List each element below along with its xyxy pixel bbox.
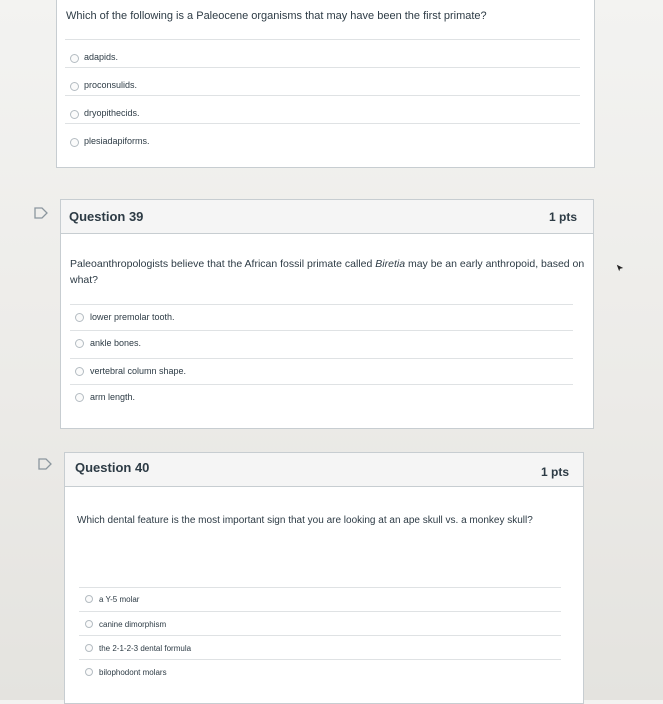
answer-label: the 2-1-2-3 dental formula: [99, 644, 192, 653]
mouse-cursor-icon: [616, 264, 624, 272]
species-name: Biretia: [375, 258, 406, 270]
answer-row[interactable]: [65, 67, 580, 95]
flag-icon[interactable]: [38, 458, 52, 470]
question-39-text: Paleoanthropologists believe that the African fossil primate called Biretia may be an early anthropoid, based on what?: [70, 258, 585, 286]
radio-icon[interactable]: [75, 367, 84, 376]
answer-label: proconsulids.: [84, 80, 138, 90]
question-39-card: [60, 199, 594, 429]
answer-row[interactable]: [65, 95, 580, 123]
answer-label: arm length.: [90, 392, 136, 402]
answer-row[interactable]: [79, 611, 561, 635]
radio-icon[interactable]: [70, 138, 79, 147]
answer-label: plesiadapiforms.: [84, 136, 150, 146]
radio-icon[interactable]: [85, 668, 93, 676]
answer-label: ankle bones.: [90, 338, 142, 348]
answer-label: adapids.: [84, 52, 119, 62]
answer-label: lower premolar tooth.: [90, 312, 175, 322]
answer-label: canine dimorphism: [99, 620, 167, 629]
radio-icon[interactable]: [85, 644, 93, 652]
question-39-points: 1 pts: [548, 210, 577, 224]
question-39-header: [61, 200, 593, 234]
answer-row[interactable]: [79, 635, 561, 659]
question-40-points: 1 pts: [540, 465, 569, 479]
question-40-title: Question 40: [75, 460, 150, 475]
radio-icon[interactable]: [75, 313, 84, 322]
question-38-card: [56, 0, 595, 168]
answer-label: a Y-5 molar: [99, 595, 140, 604]
answer-row[interactable]: [70, 384, 573, 410]
answer-row[interactable]: [65, 39, 580, 67]
answer-label: dryopithecids.: [84, 108, 140, 118]
radio-icon[interactable]: [70, 82, 79, 91]
question-40-header: [65, 453, 583, 487]
radio-icon[interactable]: [85, 595, 93, 603]
radio-icon[interactable]: [70, 110, 79, 119]
answer-row[interactable]: [70, 304, 573, 330]
answer-row[interactable]: [70, 330, 573, 356]
radio-icon[interactable]: [75, 393, 84, 402]
answer-row[interactable]: [79, 587, 561, 611]
answer-row[interactable]: [79, 659, 561, 683]
radio-icon[interactable]: [70, 54, 79, 63]
question-40-card: [64, 452, 584, 704]
answer-row[interactable]: [65, 123, 580, 151]
answer-label: vertebral column shape.: [90, 366, 187, 376]
question-38-text: Which of the following is a Paleocene organisms that may have been the first primate?: [66, 10, 487, 22]
question-39-title: Question 39: [69, 209, 144, 224]
radio-icon[interactable]: [75, 339, 84, 348]
question-40-text: Which dental feature is the most important sign that you are looking at an ape skull vs. a monkey skull?: [77, 515, 533, 526]
answer-label: bilophodont molars: [99, 668, 167, 677]
radio-icon[interactable]: [85, 620, 93, 628]
answer-row[interactable]: [70, 358, 573, 384]
flag-icon[interactable]: [34, 207, 48, 219]
